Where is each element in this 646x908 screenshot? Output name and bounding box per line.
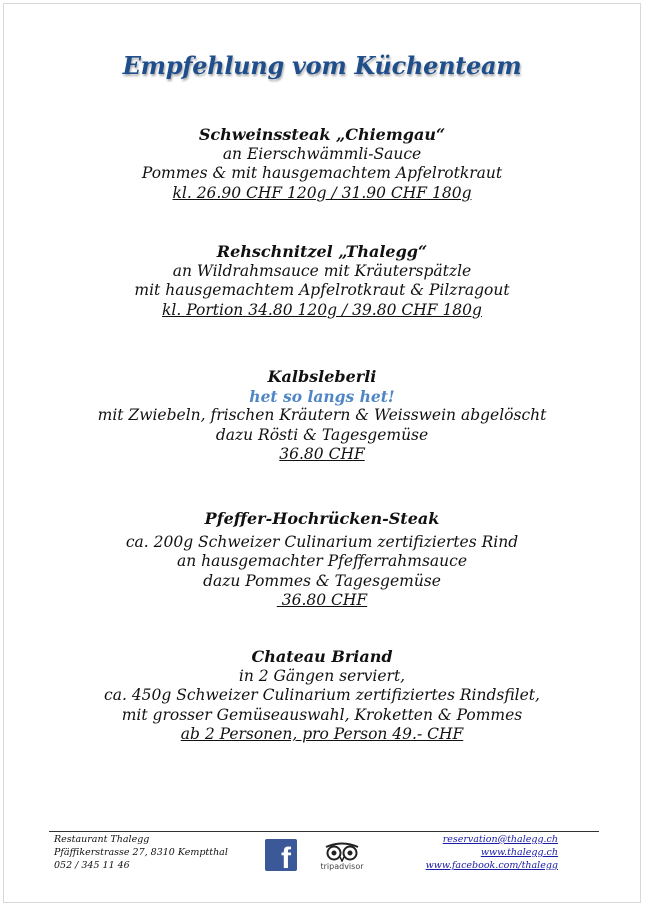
footer-links (426, 833, 558, 872)
dish-price: kl. 26.90 CHF 120g / 31.90 CHF 180g (172, 183, 472, 202)
dish-price: 36.80 CHF (276, 591, 368, 609)
dish-description: dazu Pommes & Tagesgemüse (203, 571, 441, 590)
dish-description: mit hausgemachtem Apfelrotkraut & Pilzragout (134, 281, 510, 299)
tripadvisor-label: tripadvisor (320, 862, 364, 871)
dish-schweinssteak (4, 125, 640, 203)
dish-price: kl. Portion 34.80 120g / 39.80 CHF 180g (162, 300, 482, 319)
restaurant-phone: 052 / 345 11 46 (54, 860, 130, 871)
footer-address (54, 833, 228, 872)
dish-description: an Eierschwämmli-Sauce (222, 144, 422, 163)
dish-kalbsleberli (4, 367, 640, 465)
dish-price: ab 2 Personen, pro Person 49.- CHF (180, 725, 464, 743)
dish-description: Pommes & mit hausgemachtem Apfelrotkraut (141, 164, 503, 182)
dish-name: Kalbsleberli (267, 367, 377, 386)
menu-page (3, 3, 641, 903)
email-link[interactable]: reservation@thalegg.ch (442, 834, 558, 845)
page-title: Empfehlung vom Küchenteam (122, 51, 522, 80)
dish-price: 36.80 CHF (279, 445, 365, 463)
dish-pfeffer-steak (4, 509, 640, 611)
dish-name: Pfeffer-Hochrücken-Steak (204, 509, 440, 528)
dish-description: ca. 450g Schweizer Culinarium zertifiziertes Rindsfilet, (104, 686, 540, 704)
website-link[interactable]: www.thalegg.ch (480, 847, 558, 858)
dish-name: Schweinssteak „Chiemgau“ (198, 125, 446, 144)
dish-chateau-briand (4, 647, 640, 745)
dish-description: ca. 200g Schweizer Culinarium zertifiziertes Rind (125, 532, 519, 551)
dish-name: Chateau Briand (251, 647, 393, 666)
dish-description: an hausgemachter Pfefferrahmsauce (176, 552, 467, 570)
dish-description: mit Zwiebeln, frischen Kräutern & Weisswein abgelöscht (97, 406, 547, 424)
restaurant-name: Restaurant Thalegg (54, 834, 150, 845)
facebook-icon[interactable] (265, 839, 297, 875)
dish-description: in 2 Gängen serviert, (238, 666, 406, 685)
dish-name: Rehschnitzel „Thalegg“ (216, 242, 428, 261)
dish-rehschnitzel (4, 242, 640, 320)
restaurant-street: Pfäffikerstrasse 27, 8310 Kemptthal (54, 847, 228, 858)
dish-description: an Wildrahmsauce mit Kräuterspätzle (172, 261, 472, 280)
footer-divider (49, 831, 599, 832)
tripadvisor-owl-icon (316, 842, 368, 862)
dish-description: mit grosser Gemüseauswahl, Kroketten & Pommes (121, 705, 523, 724)
dish-description: dazu Rösti & Tagesgemüse (215, 425, 429, 444)
facebook-glyph: f (281, 842, 291, 875)
facebook-link[interactable]: www.facebook.com/thalegg (425, 860, 558, 871)
dish-tagline: het so langs het! (249, 386, 395, 406)
tripadvisor-icon[interactable] (316, 842, 368, 874)
